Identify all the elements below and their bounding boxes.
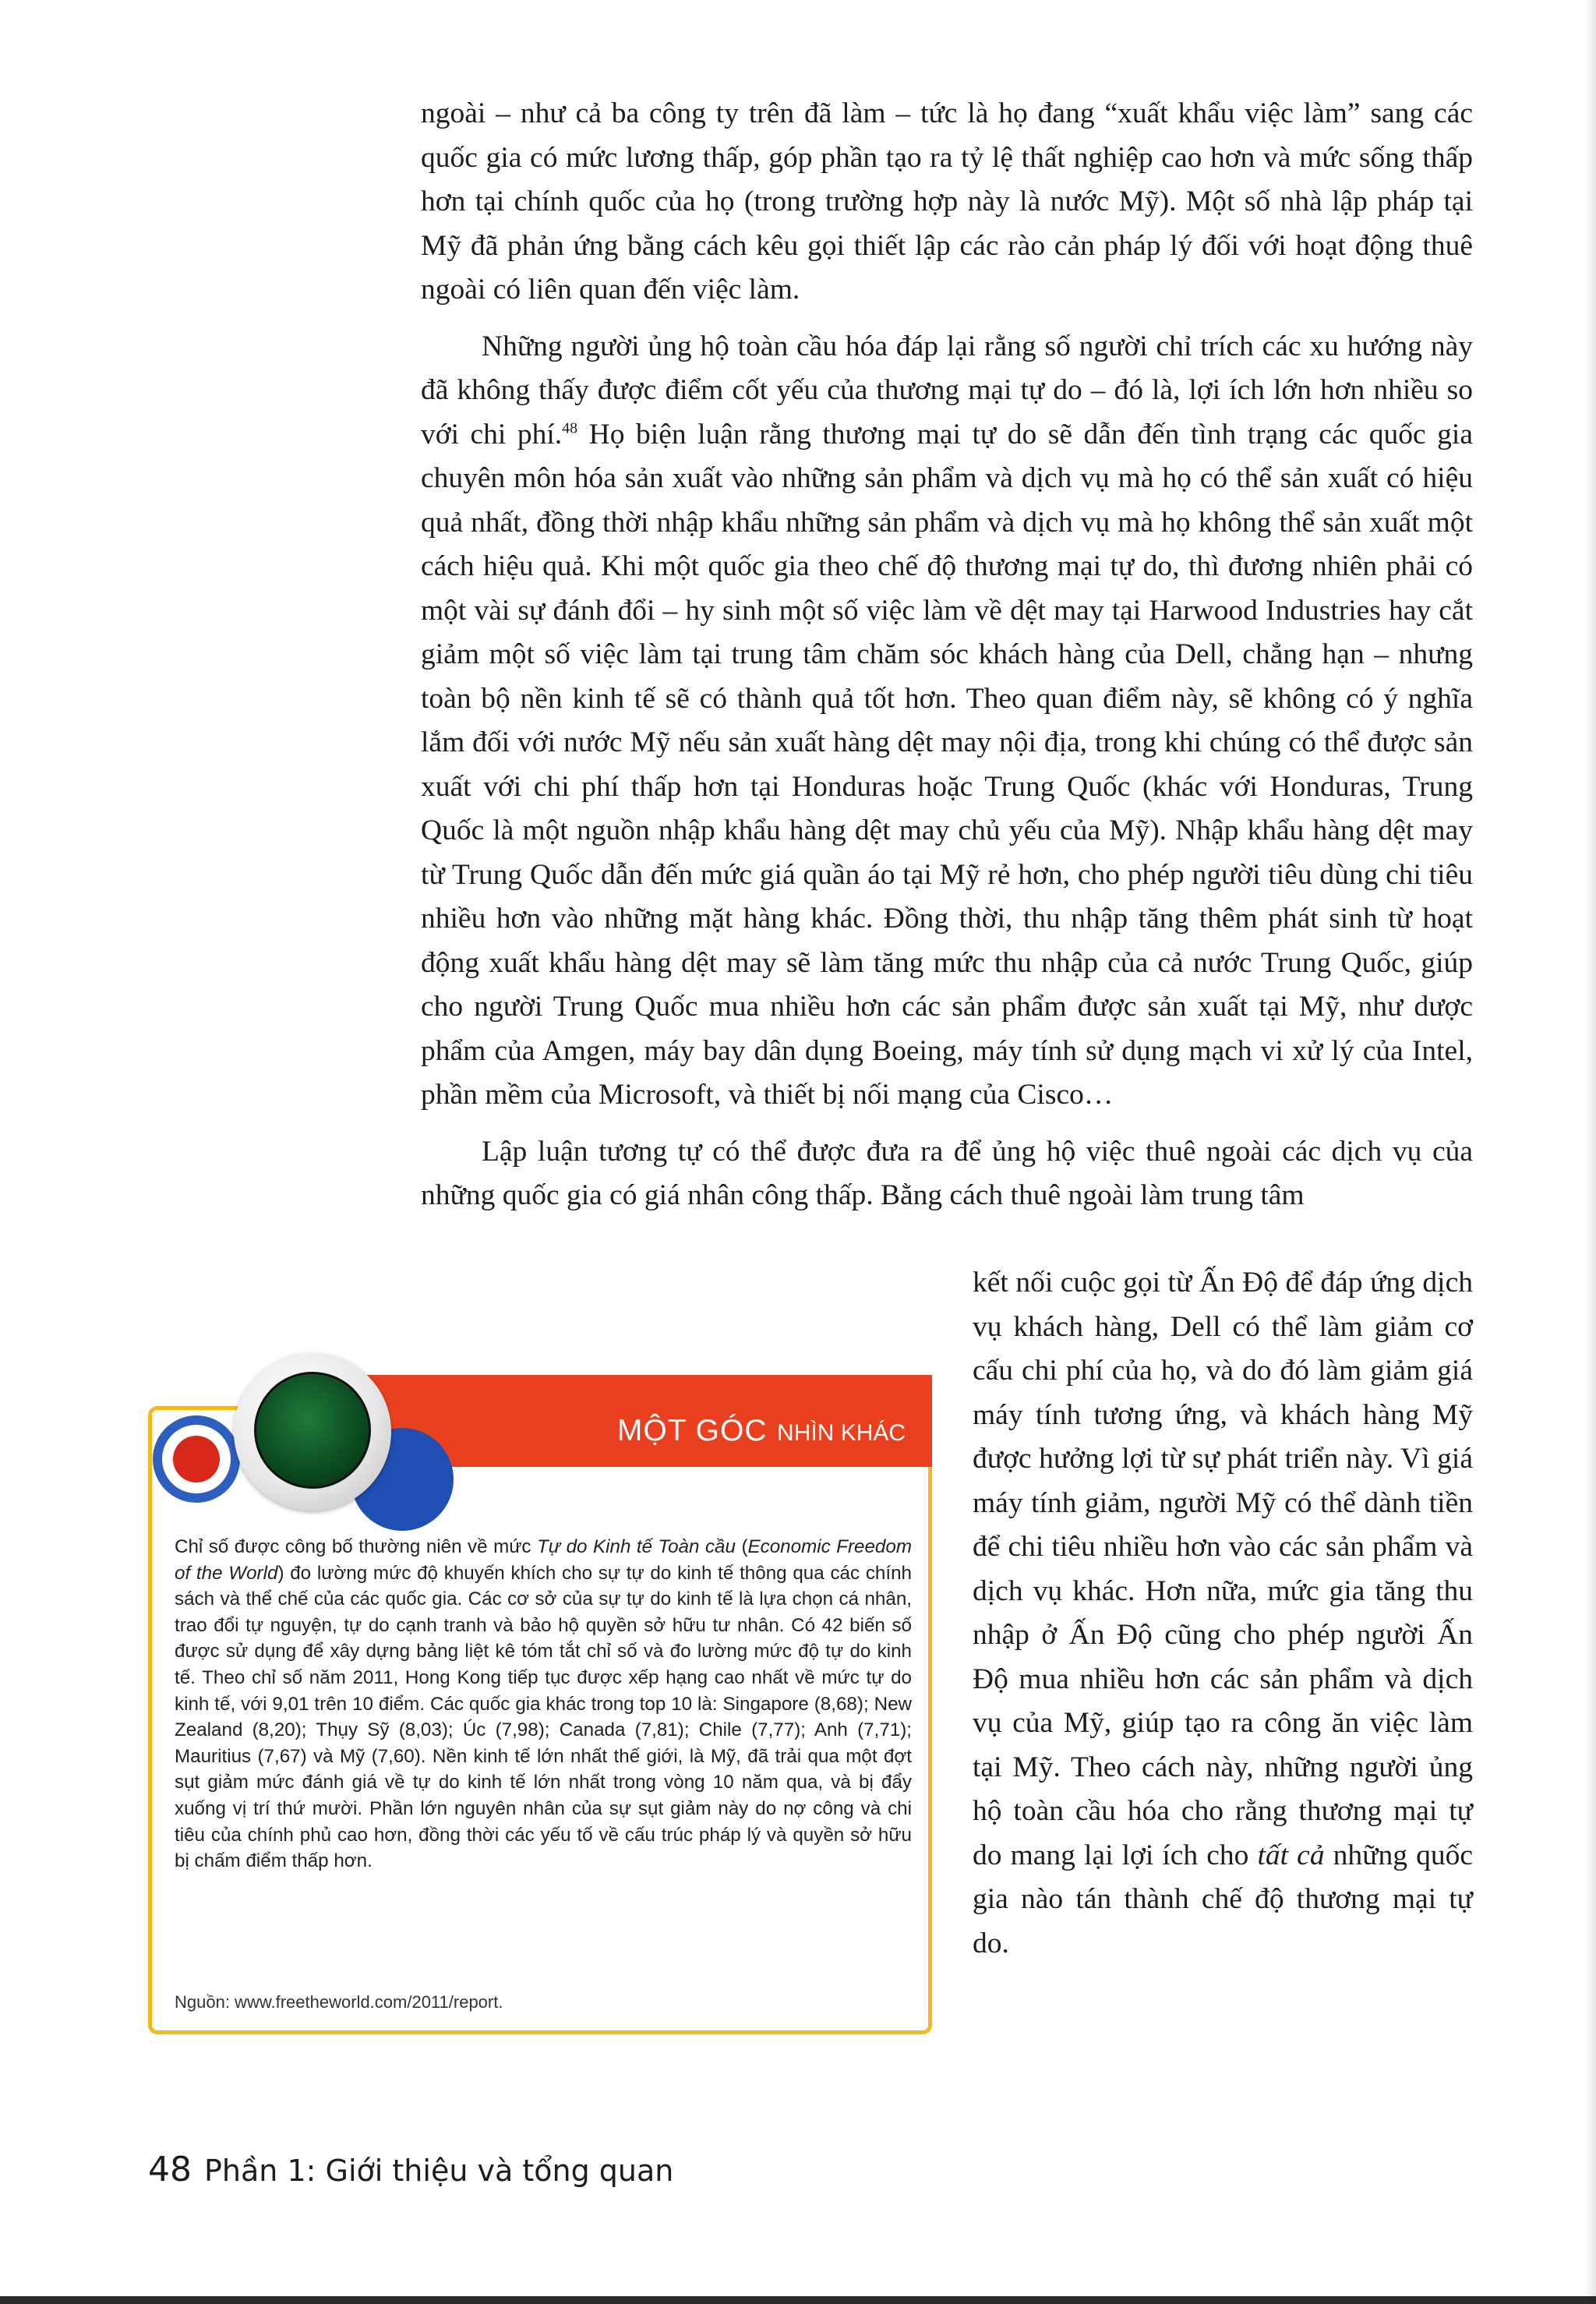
sidebar-box [148,1353,940,2041]
page-footer [148,2150,673,2189]
red-dot-decoration [173,1436,220,1482]
green-circle-decoration [254,1372,371,1489]
main-text-column [421,92,1473,1218]
paragraph-3-continued [973,1261,1473,1966]
page-edge-shadow [1585,0,1596,2304]
sidebar-emphasis-1: Tự do Kinh tế Toàn cầu [537,1536,736,1557]
scan-bottom-edge [0,2296,1596,2304]
paragraph-3-part-a: kết nối cuộc gọi từ Ấn Độ để đáp ứng dịch vụ khách hàng, Dell có thể làm giảm cơ cấu chi phí của họ, và do đó làm giảm giá máy tính tương ứng, và khách hàng Mỹ được hưởng lợi từ sự phát triển này. Vì giá máy tính giảm, người Mỹ có thể dành tiền để chi tiêu nhiều hơn vào các sản phẩm và dịch vụ khác. Hơn nữa, mức gia tăng thu nhập ở Ấn Độ cũng cho phép người Ấn Độ mua nhiều hơn các sản phẩm và dịch vụ của Mỹ, giúp tạo ra công ăn việc làm tại Mỹ. Theo cách này, những người ủng hộ toàn cầu hóa cho rằng thương mại tự do mang lại lợi ích cho [973,1267,1473,1871]
paragraph-2-part-b: Họ biện luận rằng thương mại tự do sẽ dẫn đến tình trạng các quốc gia chuyên môn hóa sản xuất vào những sản phẩm và dịch vụ mà họ có thể sản xuất có hiệu quả nhất, đồng thời nhập khẩu những sản phẩm và dịch vụ mà họ không thể sản xuất một cách hiệu quả. Khi một quốc gia theo chế độ thương mại tự do, thì đương nhiên phải có một vài sự đánh đổi – hy sinh một số việc làm về dệt may tại Harwood Industries hay cắt giảm một số việc làm tại trung tâm chăm sóc khách hàng của Dell, chẳng hạn – nhưng toàn bộ nền kinh tế sẽ có thành quả tốt hơn. Theo quan điểm này, sẽ không có ý nghĩa lắm đối với nước Mỹ nếu sản xuất hàng dệt may nội địa, trong khi chúng có thể được sản xuất với chi phí thấp hơn tại Honduras hoặc Trung Quốc (khác với Honduras, Trung Quốc là một nguồn nhập khẩu hàng dệt may chủ yếu của Mỹ). Nhập khẩu hàng dệt may từ Trung Quốc dẫn đến mức giá quần áo tại Mỹ rẻ hơn, cho phép người tiêu dùng chi tiêu nhiều hơn vào những mặt hàng khác. Đồng thời, thu nhập tăng thêm phát sinh từ hoạt động xuất khẩu hàng dệt may sẽ làm tăng mức thu nhập của cả nước Trung Quốc, giúp cho người Trung Quốc mua nhiều hơn các sản phẩm được sản xuất tại Mỹ, như dược phẩm của Amgen, máy bay dân dụng Boeing, máy tính sử dụng mạch vi xử lý của Intel, phần mềm của Microsoft, và thiết bị nối mạng của Cisco… [421,418,1473,1111]
sidebar-body-part-a: Chỉ số được công bố thường niên về mức [175,1536,538,1557]
paragraph-3-part-b: những quốc gia nào tán thành chế độ thương mại tự do. [973,1839,1473,1959]
section-title: Phần 1: Giới thiệu và tổng quan [204,2154,674,2188]
paragraph-3: Lập luận tương tự có thể được đưa ra để ủng hộ việc thuê ngoài các dịch vụ của những quốc gia có giá nhân công thấp. Bằng cách thuê ngoài làm trung tâm [421,1135,1473,1211]
sidebar-source: Nguồn: www.freetheworld.com/2011/report. [175,1992,503,2012]
narrow-text-column [973,1261,1473,1966]
sidebar-body-part-c: ) đo lường mức độ khuyến khích cho sự tự do kinh tế thông qua các chính sách và thể chế của các quốc gia. Các cơ sở của sự tự do kinh tế là lựa chọn cá nhân, trao đổi tự nguyện, tự do cạnh tranh và bảo hộ quyền sở hữu tư nhân. Có 42 biến số được sử dụng để xây dựng bảng liệt kê tóm tắt chỉ số và đo lường mức độ tự do kinh tế. Theo chỉ số năm 2011, Hong Kong tiếp tục được xếp hạng cao nhất về mức tự do kinh tế, với 9,01 trên 10 điểm. Các quốc gia khác trong top 10 là: Singapore (8,68); New Zealand (8,20); Thụy Sỹ (8,03); Úc (7,98); Canada (7,81); Chile (7,77); Anh (7,71); Mauritius (7,67) và Mỹ (7,60). Nền kinh tế lớn nhất thế giới, là Mỹ, đã trải qua một đợt sụt giảm mức đánh giá về tự do kinh tế lớn nhất trong vòng 10 năm qua, và bị đẩy xuống vị trí thứ mười. Phần lớn nguyên nhân của sự sụt giảm này do nợ công và chi tiêu của chính phủ cao hơn, đồng thời các yếu tố về cấu trúc pháp lý và quyền sở hữu bị chấm điểm thấp hơn. [175,1562,912,1872]
page-number: 48 [148,2150,192,2189]
paragraph-1: ngoài – như cả ba công ty trên đã làm – tức là họ đang “xuất khẩu việc làm” sang các quốc gia có mức lương thấp, góp phần tạo ra tỷ lệ thất nghiệp cao hơn và mức sống thấp hơn tại chính quốc của họ (trong trường hợp này là nước Mỹ). Một số nhà lập pháp tại Mỹ đã phản ứng bằng cách kêu gọi thiết lập các rào cản pháp lý đối với hoạt động thuê ngoài có liên quan đến việc làm. [421,97,1473,306]
emphasis-tat-ca: tất cả [1257,1839,1325,1871]
footnote-ref-48[interactable]: 48 [562,419,578,436]
paragraph-2-part-a: Những người ủng hộ toàn cầu hóa đáp lại rằng số người chỉ trích các xu hướng này đã không thấy được điểm cốt yếu của thương mại tự do – đó là, lợi ích lớn hơn nhiều so với chi phí. [421,330,1473,451]
paragraph-2 [421,325,1473,1118]
sidebar-emphasis-2: Economic Freedom of the World [175,1536,912,1584]
sidebar-body-text [175,1534,912,1875]
sidebar-subtitle: NHÌN KHÁC [776,1420,906,1446]
sidebar-header-text [617,1414,906,1448]
sidebar-body-part-b: ( [735,1536,748,1557]
sidebar-title: MỘT GÓC [616,1414,768,1447]
